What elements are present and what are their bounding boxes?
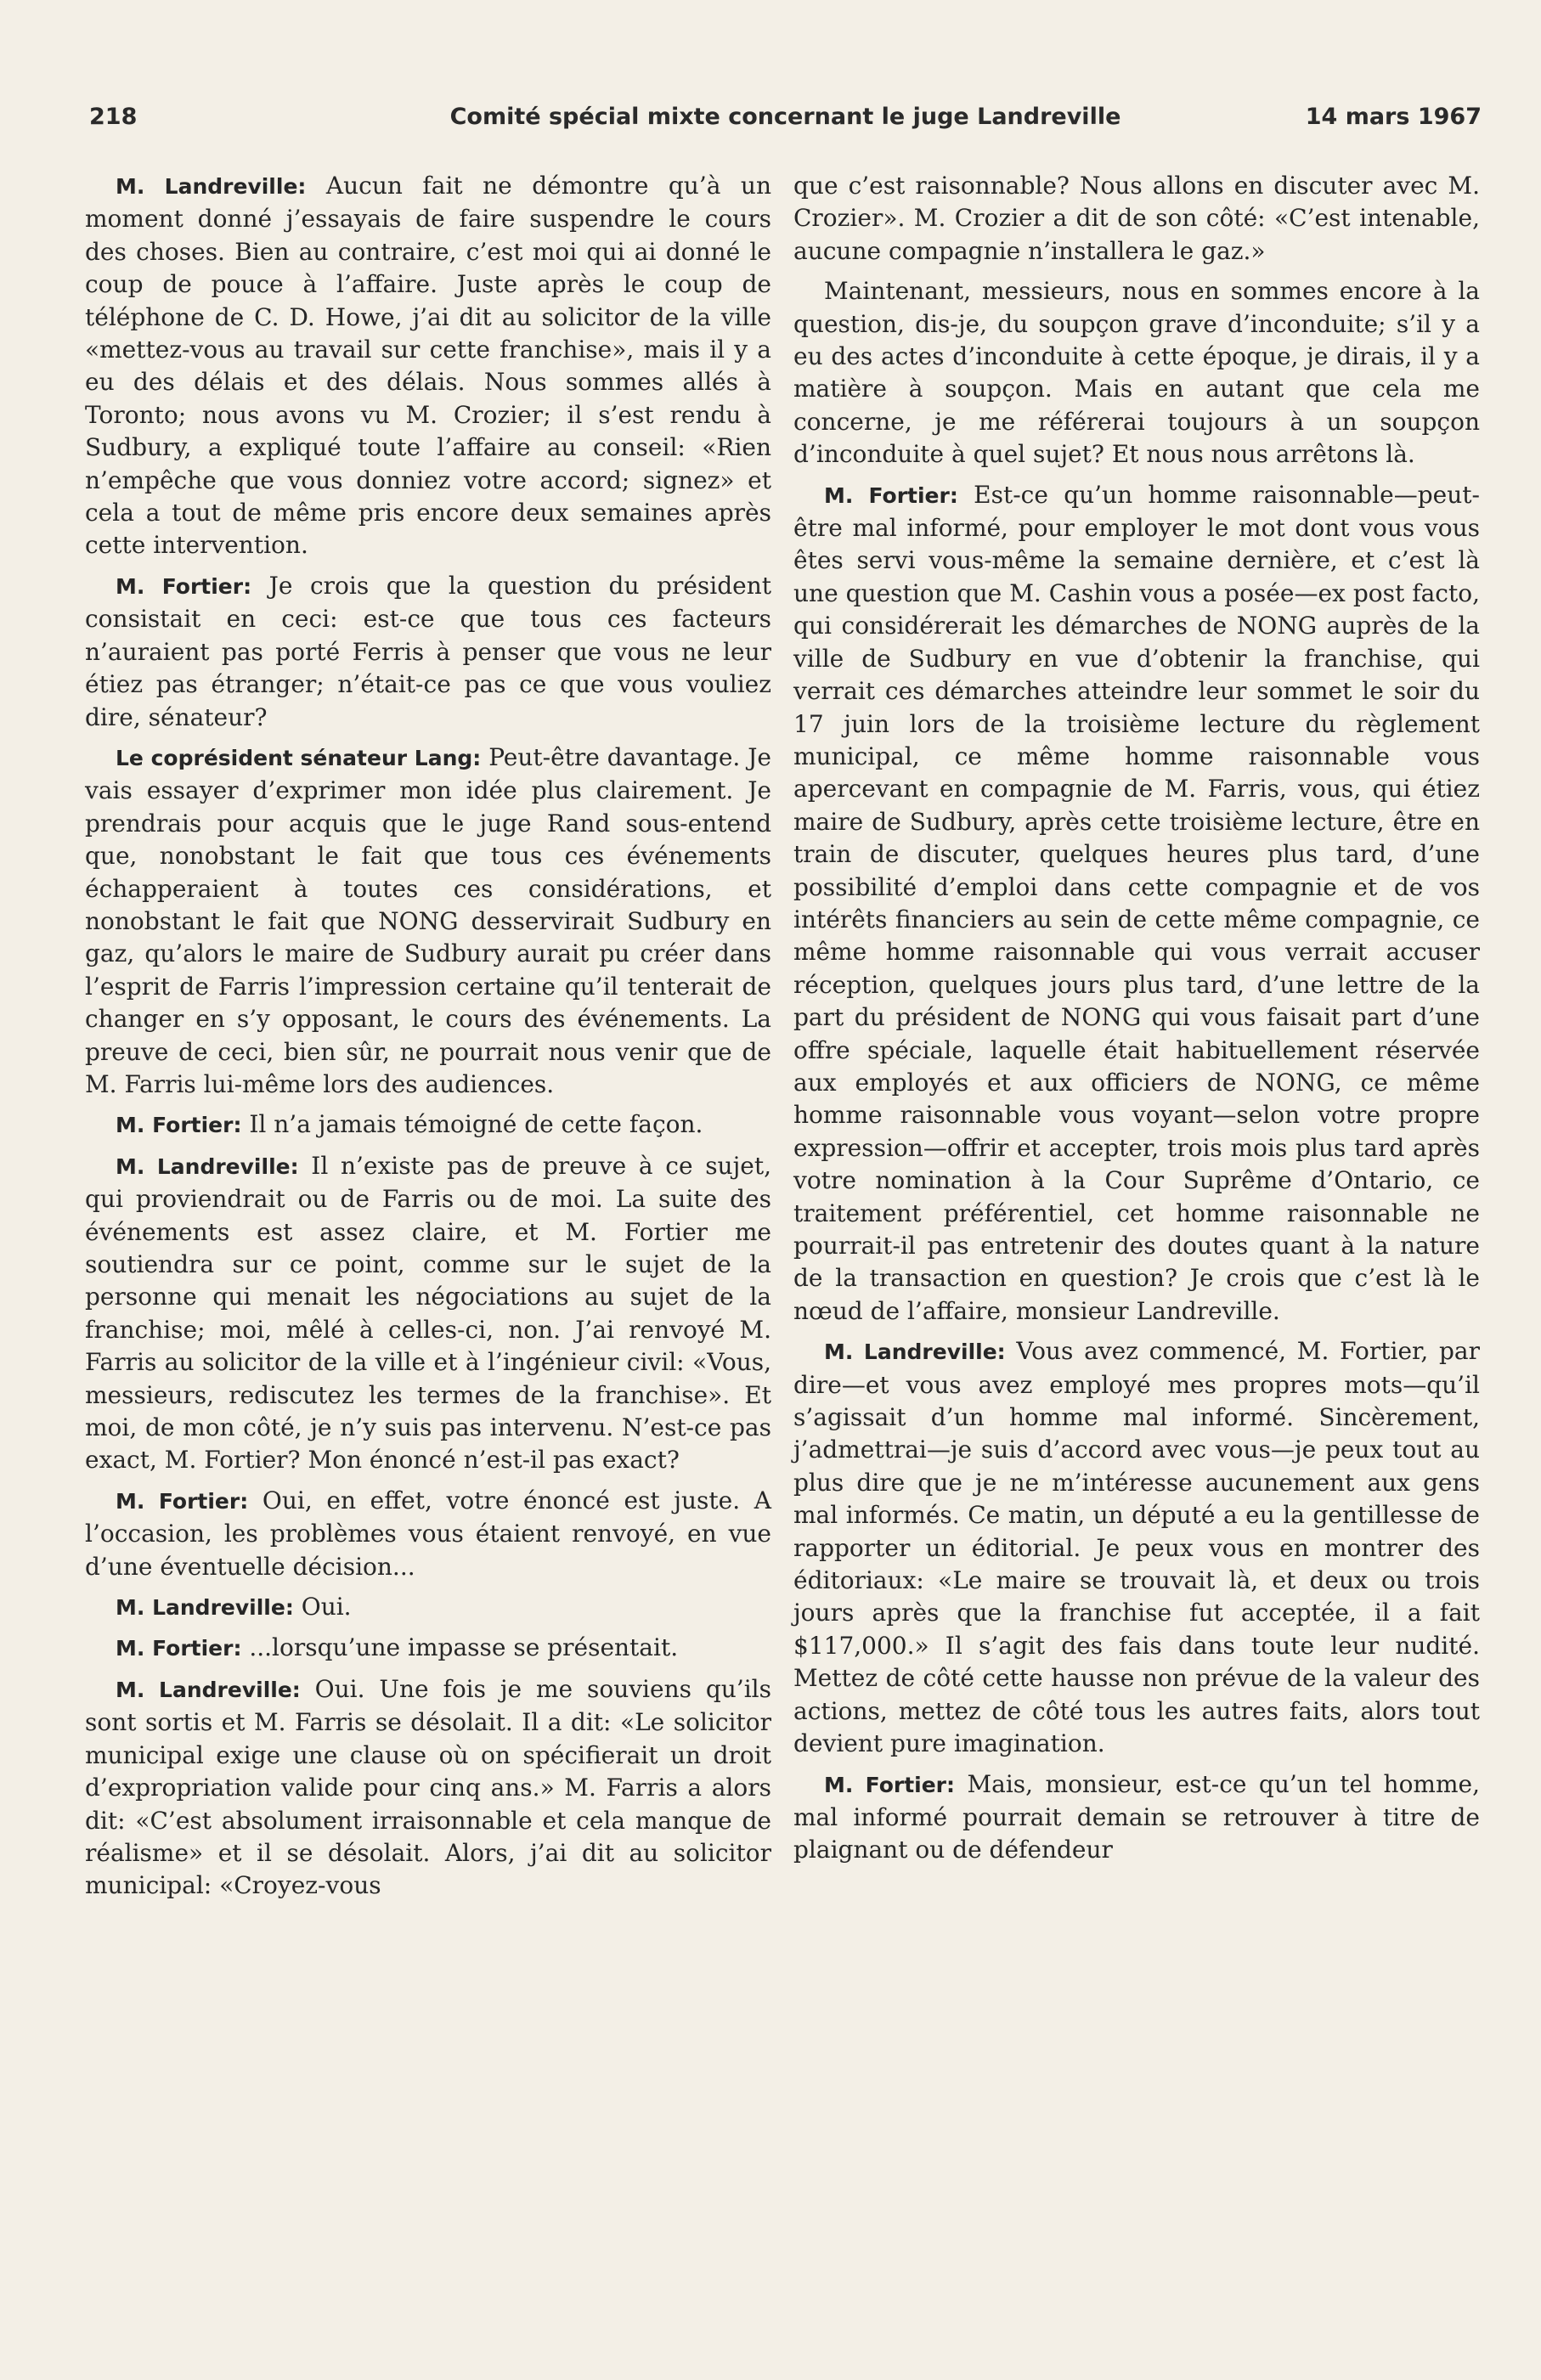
- speaker-name: M. Landreville:: [116, 174, 307, 199]
- paragraph: [793, 170, 1480, 268]
- paragraph: [85, 1150, 771, 1477]
- speaker-name: M. Landreville:: [824, 1339, 1006, 1365]
- paragraph: [85, 570, 771, 734]
- page-number: 218: [89, 104, 138, 130]
- paragraph-text: Vous avez commencé, M. Fortier, par dire—et vous avez employé mes propres mots—qu’il s’agissait d’un homme mal informé. Sincèrement, j’admettrai—je suis d’accord avec vous—je peux tout au plus dire que je ne m’intéresse aucunement aux gens mal informés. Ce matin, un député a eu la gentillesse de rapporter un éditorial. Je peux vous en montrer des éditoriaux: «Le maire se trouvait là, et deux ou trois jours après que la franchise fut acceptée, il a fait $117,000.» Il s’agit des fais dans toute leur nudité. Mettez de côté cette hausse non prévue de la valeur des actions, mettez de côté tous les autres faits, alors tout devient pure imagination.: [793, 1337, 1480, 1758]
- speaker-name: M. Fortier:: [116, 573, 252, 599]
- paragraph: [793, 275, 1480, 471]
- speaker-name: M. Landreville:: [116, 1595, 294, 1621]
- paragraph-text: Oui, en effet, votre énoncé est juste. A l’occasion, les problèmes vous étaient renvoyé, en vue d’une éventuelle décision...: [85, 1486, 771, 1581]
- paragraph-text: Mais, monsieur, est-ce qu’un tel homme, mal informé pourrait demain se retrouver à titre de plaignant ou de défendeur: [793, 1769, 1480, 1864]
- running-title: Comité spécial mixte concernant le juge Landreville: [449, 104, 1121, 130]
- right-column: [793, 170, 1480, 1875]
- paragraph: [85, 1632, 771, 1665]
- speaker-name: M. Fortier:: [116, 1488, 249, 1514]
- paragraph-text: Il n’a jamais témoigné de cette façon.: [249, 1110, 703, 1139]
- paragraph: [85, 1108, 771, 1142]
- left-column: [85, 170, 771, 1910]
- paragraph: [793, 479, 1480, 1328]
- paragraph-text: Aucun fait ne démontre qu’à un moment donné j’essayais de faire suspendre le cours des choses. Bien au contraire, c’est moi qui ai donné le coup de pouce à l’affaire. Juste après le coup de téléphone de C. D. Howe, j’ai dit au solicitor de la ville «mettez-vous au travail sur cette franchise», mais il y a eu des délais et des délais. Nous sommes allés à Toronto; nous avons vu M. Crozier; il s’est rendu à Sudbury, a expliqué toute l’affaire au conseil: «Rien n’empêche que vous donniez votre accord; signez» et cela a tout de même pris encore deux semaines après cette intervention.: [85, 172, 771, 560]
- paragraph: [793, 1768, 1480, 1867]
- page-header: [89, 104, 1482, 141]
- paragraph-text: Peut-être davantage. Je vais essayer d’exprimer mon idée plus clairement. Je prendrais pour acquis que le juge Rand sous-entend que, nonobstant le fait que tous ces événements échapperaient à toutes ces considérations, et nonobstant le fait que NONG desservirait Sudbury en gaz, qu’alors le maire de Sudbury aurait pu créer dans l’esprit de Farris l’impression certaine qu’il tenterait de changer en s’y opposant, le cours des événements. La preuve de ceci, bien sûr, ne pourrait nous venir que de M. Farris lui-même lors des audiences.: [85, 742, 771, 1098]
- speaker-name: M. Fortier:: [824, 1772, 956, 1797]
- paragraph: [85, 742, 771, 1101]
- speaker-name: M. Fortier:: [116, 1113, 242, 1138]
- page-date: 14 mars 1967: [1305, 104, 1482, 130]
- paragraph: [85, 1485, 771, 1583]
- speaker-name: M. Landreville:: [116, 1153, 299, 1179]
- paragraph-text: Il n’existe pas de preuve à ce sujet, qui proviendrait ou de Farris ou de moi. La suite des événements est assez claire, et M. Fortier me soutiendra sur ce point, comme sur le sujet de la personne qui menait les négociations au sujet de la franchise; moi, mêlé à celles-ci, non. J’ai renvoyé M. Farris au solicitor de la ville et à l’ingénieur civil: «Vous, messieurs, rediscutez les termes de la franchise». Et moi, de mon côté, je n’y suis pas intervenu. N’est-ce pas exact, M. Fortier? Mon énoncé n’est-il pas exact?: [85, 1151, 771, 1475]
- paragraph: [793, 1335, 1480, 1760]
- speaker-name: M. Landreville:: [116, 1677, 301, 1702]
- paragraph-text: que c’est raisonnable? Nous allons en discuter avec M. Crozier». M. Crozier a dit de son côté: «C’est intenable, aucune compagnie n’installera le gaz.»: [793, 172, 1480, 265]
- speaker-name: Le coprésident sénateur Lang:: [116, 745, 482, 770]
- speaker-name: M. Fortier:: [824, 482, 958, 508]
- paragraph-text: Oui.: [301, 1593, 352, 1621]
- paragraph-text: Je crois que la question du président consistait en ceci: est-ce que tous ces facteurs n’auraient pas porté Ferris à penser que vous ne leur étiez pas étranger; n’était-ce pas ce que vous vouliez dire, sénateur?: [85, 571, 772, 731]
- paragraph: [85, 1591, 771, 1624]
- paragraph-text: Oui. Une fois je me souviens qu’ils sont sortis et M. Farris se désolait. Il a dit: «Le solicitor municipal exige une clause où on spécifierait un droit d’expropriation valide pour cinq ans.» M. Farris a alors dit: «C’est absolument irraisonnable et cela manque de réalisme» et il se désolait. Alors, j’ai dit au solicitor municipal: «Croyez-vous: [85, 1674, 771, 1900]
- paragraph: [85, 170, 771, 562]
- speaker-name: M. Fortier:: [116, 1636, 242, 1661]
- paragraph-text: ...lorsqu’une impasse se présentait.: [249, 1633, 679, 1662]
- paragraph: [85, 1673, 771, 1903]
- paragraph-text: Est-ce qu’un homme raisonnable—peut-être mal informé, pour employer le mot dont vous vous êtes servi vous-même la semaine dernière, et c’est là une question que M. Cashin vous a posée—ex post facto, qui considérerait les démarches de NONG auprès de la ville de Sudbury en vue d’obtenir la franchise, qui verrait ces démarches atteindre leur sommet le soir du 17 juin lors de la troisième lecture du règlement municipal, ce même homme raisonnable vous apercevant en compagnie de M. Farris, vous, qui étiez maire de Sudbury, après cette troisième lecture, être en train de discuter, quelques heures plus tard, d’une possibilité d’emploi dans cette compagnie et de vos intérêts financiers au sein de cette même compagnie, ce même homme raisonnable qui vous verrait accuser réception, quelques jours plus tard, d’une lettre de la part du président de NONG qui vous faisait part d’une offre spéciale, laquelle était habituellement réservée aux employés et aux officiers de NONG, ce même homme raisonnable vous voyant—selon votre propre expression—offrir et accepter, trois mois plus tard après votre nomination à la Cour Suprême d’Ontario, ce traitement préférentiel, cet homme raisonnable ne pourrait-il pas entretenir des doutes quant à la nature de la transaction en question? Je crois que c’est là le nœud de l’affaire, monsieur Landreville.: [793, 480, 1480, 1325]
- paragraph-text: Maintenant, messieurs, nous en sommes encore à la question, dis-je, du soupçon grave d’inconduite; s’il y a eu des actes d’inconduite à cette époque, je dirais, il y a matière à soupçon. Mais en autant que cela me concerne, je me référerai toujours à un soupçon d’inconduite à quel sujet? Et nous nous arrêtons là.: [793, 277, 1480, 469]
